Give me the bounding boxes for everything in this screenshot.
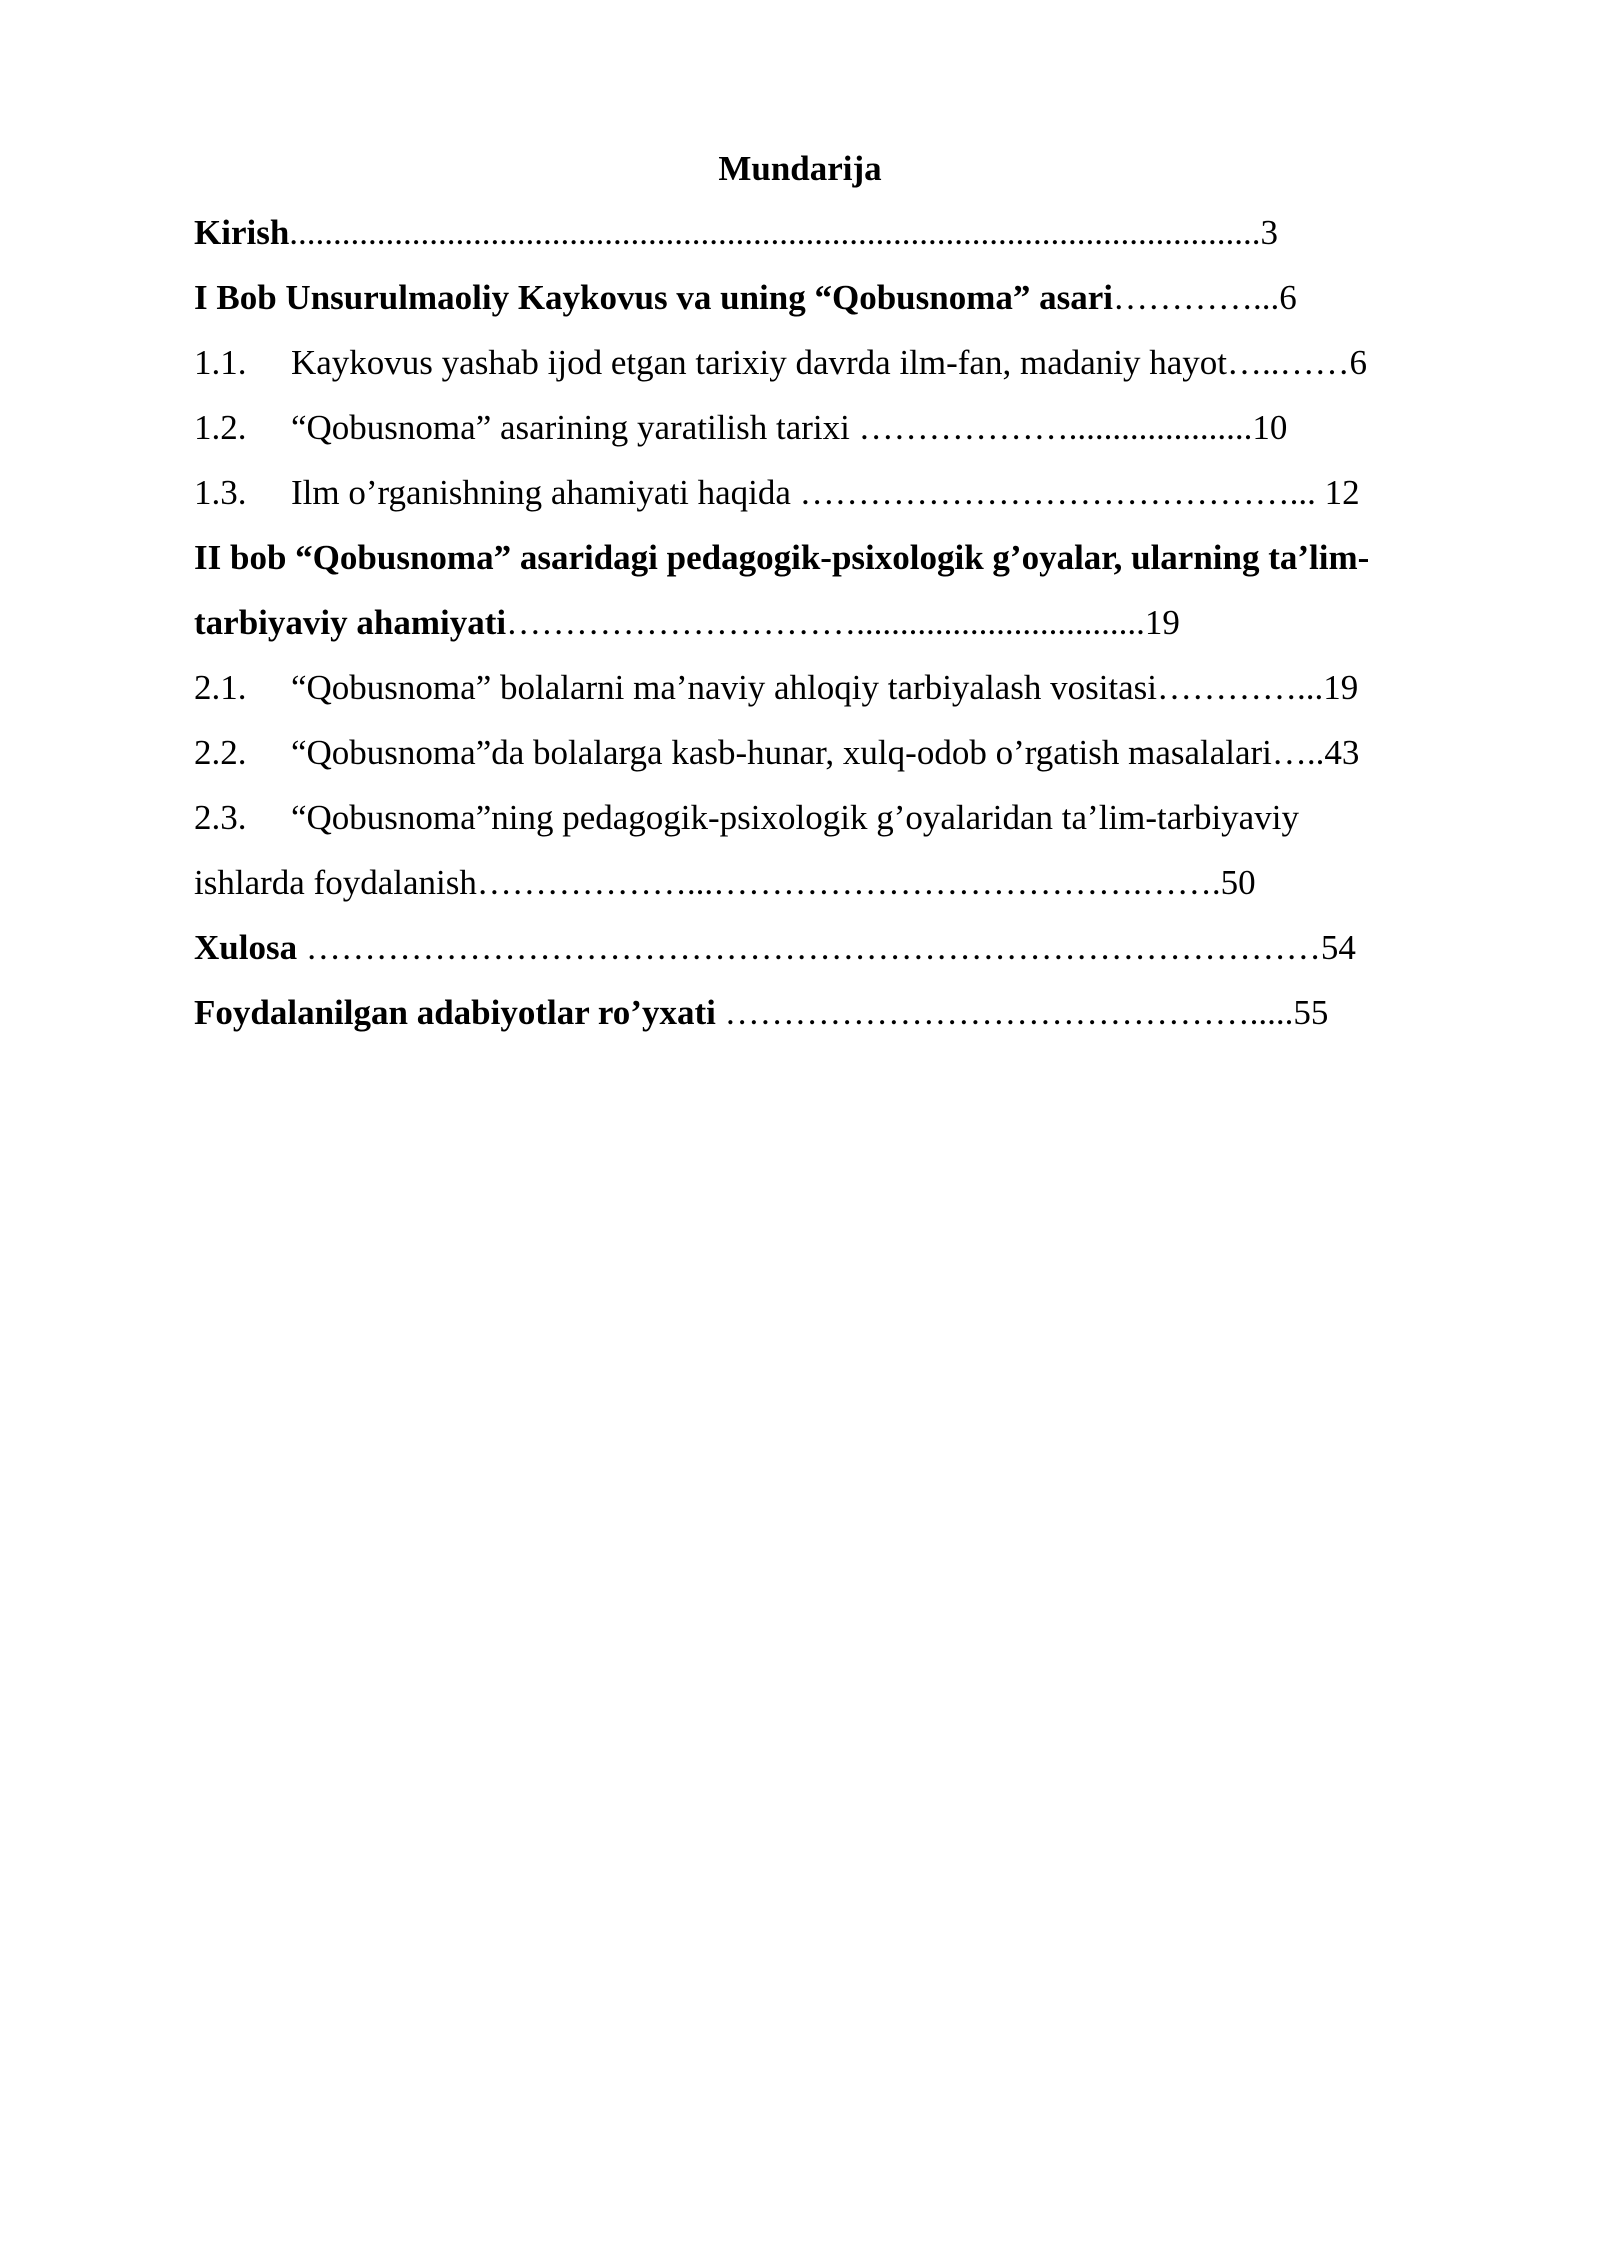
toc-entry-bob2-line1: II bob “Qobusnoma” asaridagi pedagogik-psixologik g’oyalar, ularning ta’lim-	[194, 538, 1370, 577]
toc-title: Mundarija	[718, 149, 882, 188]
toc-entry-number: 2.3.	[194, 798, 247, 837]
toc-entry-leader: ……………………………………………………………………………54	[297, 928, 1356, 967]
toc-entry-number: 1.2.	[194, 408, 247, 447]
toc-entry-number: 1.1.	[194, 343, 247, 382]
toc-entry-leader: ………………………….................................19	[506, 603, 1180, 642]
toc-entry-1-1	[194, 337, 1367, 389]
toc-entry-text: Ilm o’rganishning ahamiyati haqida ……………………………………... 12	[291, 473, 1360, 512]
toc-entry-number: 2.1.	[194, 668, 247, 707]
toc-entry-label: Xulosa	[194, 928, 298, 967]
toc-entry-number: 1.3.	[194, 473, 247, 512]
toc-entry-2-3-cont: ishlarda foydalanish………………...……………………………….…….50	[194, 863, 1256, 902]
toc-entry-label: Kirish	[194, 213, 290, 252]
toc-entry-1-2	[194, 402, 1287, 454]
toc-entry-bob1	[194, 272, 1297, 324]
toc-entry-text: “Qobusnoma” asarining yaratilish tarixi ……………….....................10	[291, 408, 1288, 447]
toc-entry-leader: ...............................................................................................................3	[289, 213, 1279, 252]
toc-entry-label: tarbiyaviy ahamiyati	[194, 603, 507, 642]
toc-entry-text: Kaykovus yashab ijod etgan tarixiy davrda ilm-fan, madaniy hayot…..……6	[291, 343, 1367, 382]
toc-entry-2-1	[194, 662, 1358, 714]
toc-entry-1-3	[194, 467, 1360, 519]
toc-entry-leader: …………...6	[1113, 278, 1297, 317]
toc-entry-2-3	[194, 792, 1299, 844]
toc-entry-bob2-line2	[194, 597, 1180, 649]
toc-entry-text: “Qobusnoma”ning pedagogik-psixologik g’oyalaridan ta’lim-tarbiyaviy	[291, 798, 1299, 837]
toc-entry-text: “Qobusnoma”da bolalarga kasb-hunar, xulq-odob o’rgatish masalalari…..43	[291, 733, 1360, 772]
toc-entry-label: Foydalanilgan adabiyotlar ro’yxati	[194, 993, 716, 1032]
toc-entry-text: “Qobusnoma” bolalarni ma’naviy ahloqiy tarbiyalash vositasi…………...19	[291, 668, 1359, 707]
toc-entry-number: 2.2.	[194, 733, 247, 772]
toc-entry-xulosa	[194, 922, 1356, 974]
toc-entry-2-2	[194, 727, 1359, 779]
toc-entry-label: I Bob Unsurulmaoliy Kaykovus va uning “Qobusnoma” asari	[194, 278, 1114, 317]
toc-entry-leader: ……………………………………….....55	[715, 993, 1329, 1032]
toc-entry-kirish	[194, 207, 1278, 259]
toc-entry-adabiyotlar	[194, 987, 1328, 1039]
